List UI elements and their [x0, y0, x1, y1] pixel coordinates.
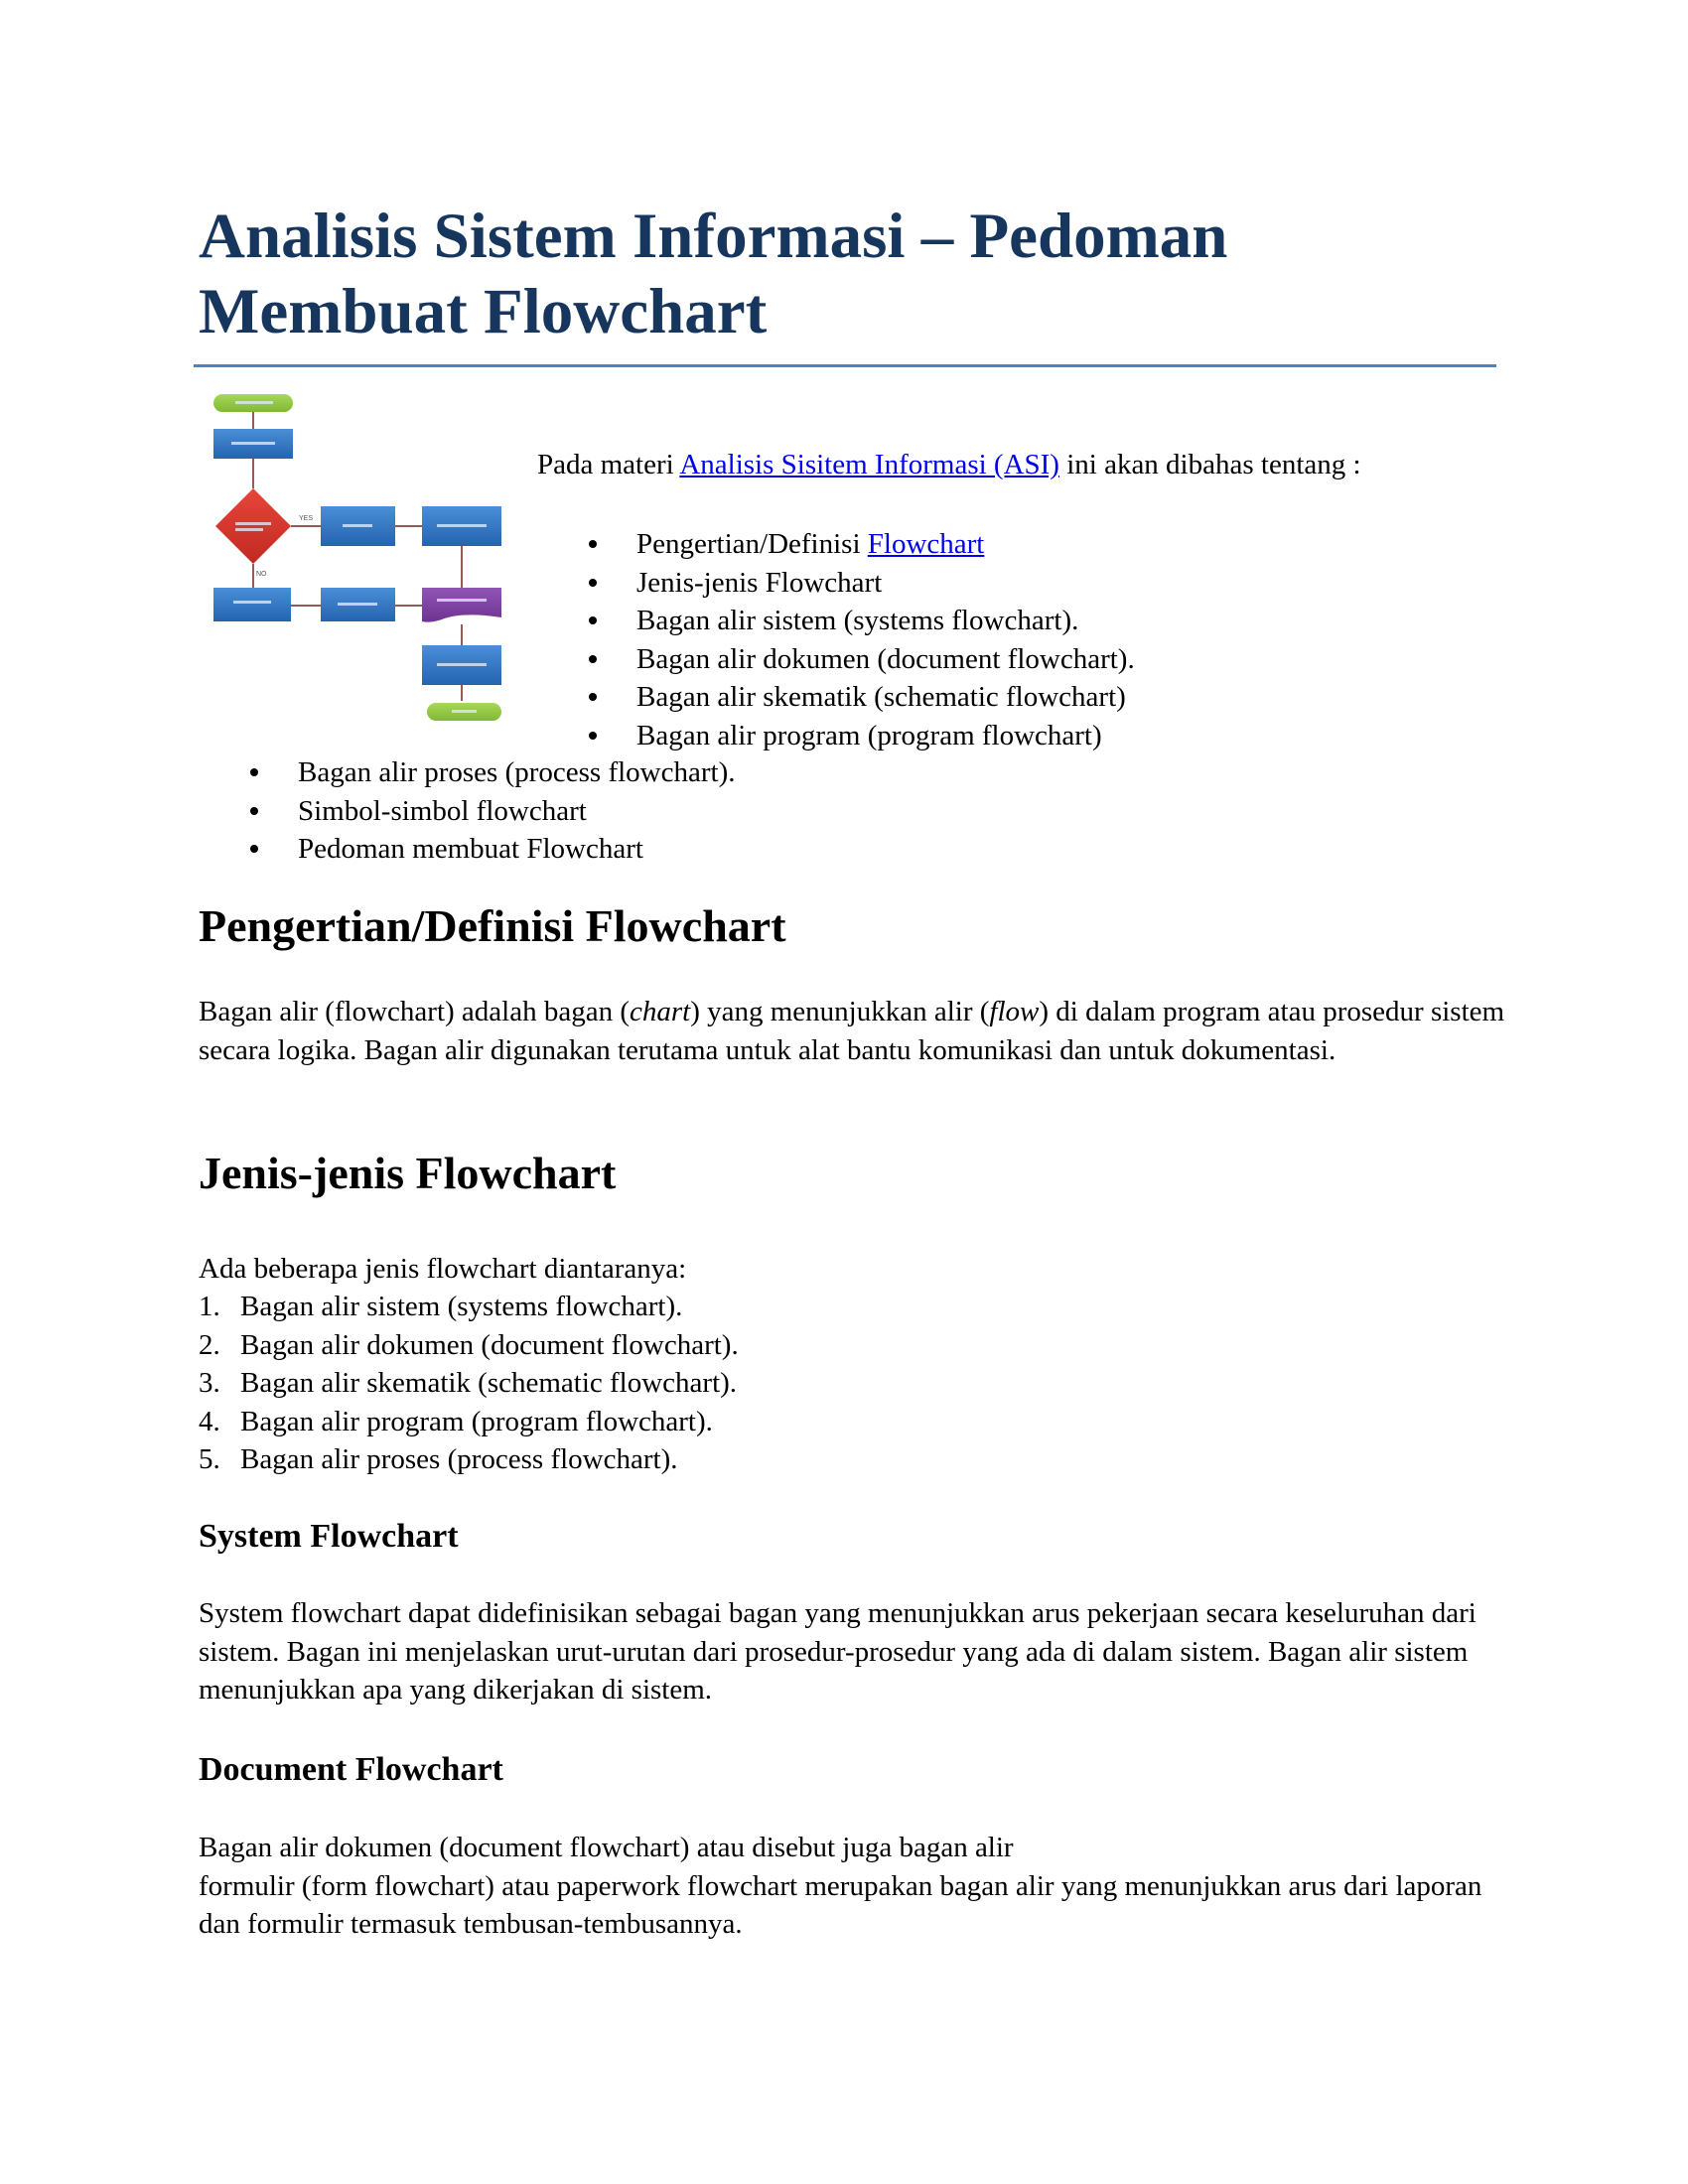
heading-document-flowchart: Document Flowchart	[199, 1751, 503, 1788]
heading-definisi: Pengertian/Definisi Flowchart	[199, 900, 786, 951]
jenis-list	[199, 1288, 739, 1479]
list-item: 5. Bagan alir proses (process flowchart).	[199, 1443, 678, 1475]
intro-suffix: ini akan dibahas tentang :	[1058, 449, 1361, 480]
flowchart-image	[204, 389, 521, 732]
bullet-icon	[250, 845, 258, 853]
bullet-icon	[589, 579, 597, 587]
list-item: Simbol-simbol flowchart	[298, 792, 735, 831]
list-item: Bagan alir sistem (systems flowchart).	[636, 602, 1135, 640]
paragraph-definisi: Bagan alir (flowchart) adalah bagan (chart) yang menunjukkan alir (flow) di dalam program atau prosedur sistem secara logika. Bagan alir digunakan terutama untuk alat bantu komunikasi dan untuk dokumentasi.	[199, 996, 1505, 1066]
list-item: Pedoman membuat Flowchart	[298, 830, 735, 869]
list-item: 4. Bagan alir program (program flowchart).	[199, 1405, 713, 1437]
asi-link[interactable]: Analisis Sisitem Informasi (ASI)	[679, 449, 1059, 480]
paragraph-system-flowchart: System flowchart dapat didefinisikan sebagai bagan yang menunjukkan arus pekerjaan secara keseluruhan dari sistem. Bagan ini menjelaskan urut-urutan dari prosedur-prosedur yang ada di dalam sistem. Bagan alir sistem menunjukkan apa yang dikerjakan di sistem.	[199, 1597, 1477, 1706]
document-title	[199, 199, 1489, 349]
title-underline-rule	[194, 364, 1496, 367]
flowchart-link[interactable]: Flowchart	[867, 528, 985, 560]
list-item: 1. Bagan alir sistem (systems flowchart).	[199, 1291, 683, 1322]
paragraph-document-flowchart: Bagan alir dokumen (document flowchart) atau disebut juga bagan alir formulir (form flowchart) atau paperwork flowchart merupakan bagan alir yang menunjukkan arus dari laporan dan formulir termasuk tembusan-tembusannya.	[199, 1832, 1482, 1940]
svg-text:YES: YES	[299, 515, 314, 522]
list-item: Jenis-jenis Flowchart	[636, 564, 1135, 603]
bullet-icon	[589, 732, 597, 740]
intro-paragraph	[537, 446, 1361, 484]
heading-system-flowchart: System Flowchart	[199, 1518, 459, 1555]
bullet-icon	[250, 768, 258, 776]
topics-list-bottom	[298, 753, 735, 869]
topics-list-top	[636, 525, 1135, 754]
list-item: Bagan alir proses (process flowchart).	[298, 753, 735, 792]
list-item: 3. Bagan alir skematik (schematic flowchart).	[199, 1367, 738, 1399]
heading-jenis: Jenis-jenis Flowchart	[199, 1148, 617, 1198]
list-item: Bagan alir dokumen (document flowchart).	[636, 640, 1135, 679]
bullet-icon	[589, 693, 597, 701]
paragraph-jenis-intro: Ada beberapa jenis flowchart diantaranya:	[199, 1253, 687, 1285]
bullet-icon	[250, 807, 258, 815]
bullet-icon	[589, 540, 597, 548]
list-item: Bagan alir program (program flowchart)	[636, 717, 1135, 755]
list-item: 2. Bagan alir dokumen (document flowchart).	[199, 1328, 739, 1361]
bullet-icon	[589, 655, 597, 663]
list-item: Bagan alir skematik (schematic flowchart)	[636, 678, 1135, 717]
intro-prefix: Pada materi	[537, 449, 680, 480]
bullet-icon	[589, 616, 597, 624]
title-line-1: Analisis Sistem Informasi – Pedoman	[199, 201, 1228, 272]
title-line-2: Membuat Flowchart	[199, 276, 768, 347]
svg-text:NO: NO	[256, 571, 267, 578]
list-item: Pengertian/Definisi Flowchart	[636, 525, 1135, 564]
